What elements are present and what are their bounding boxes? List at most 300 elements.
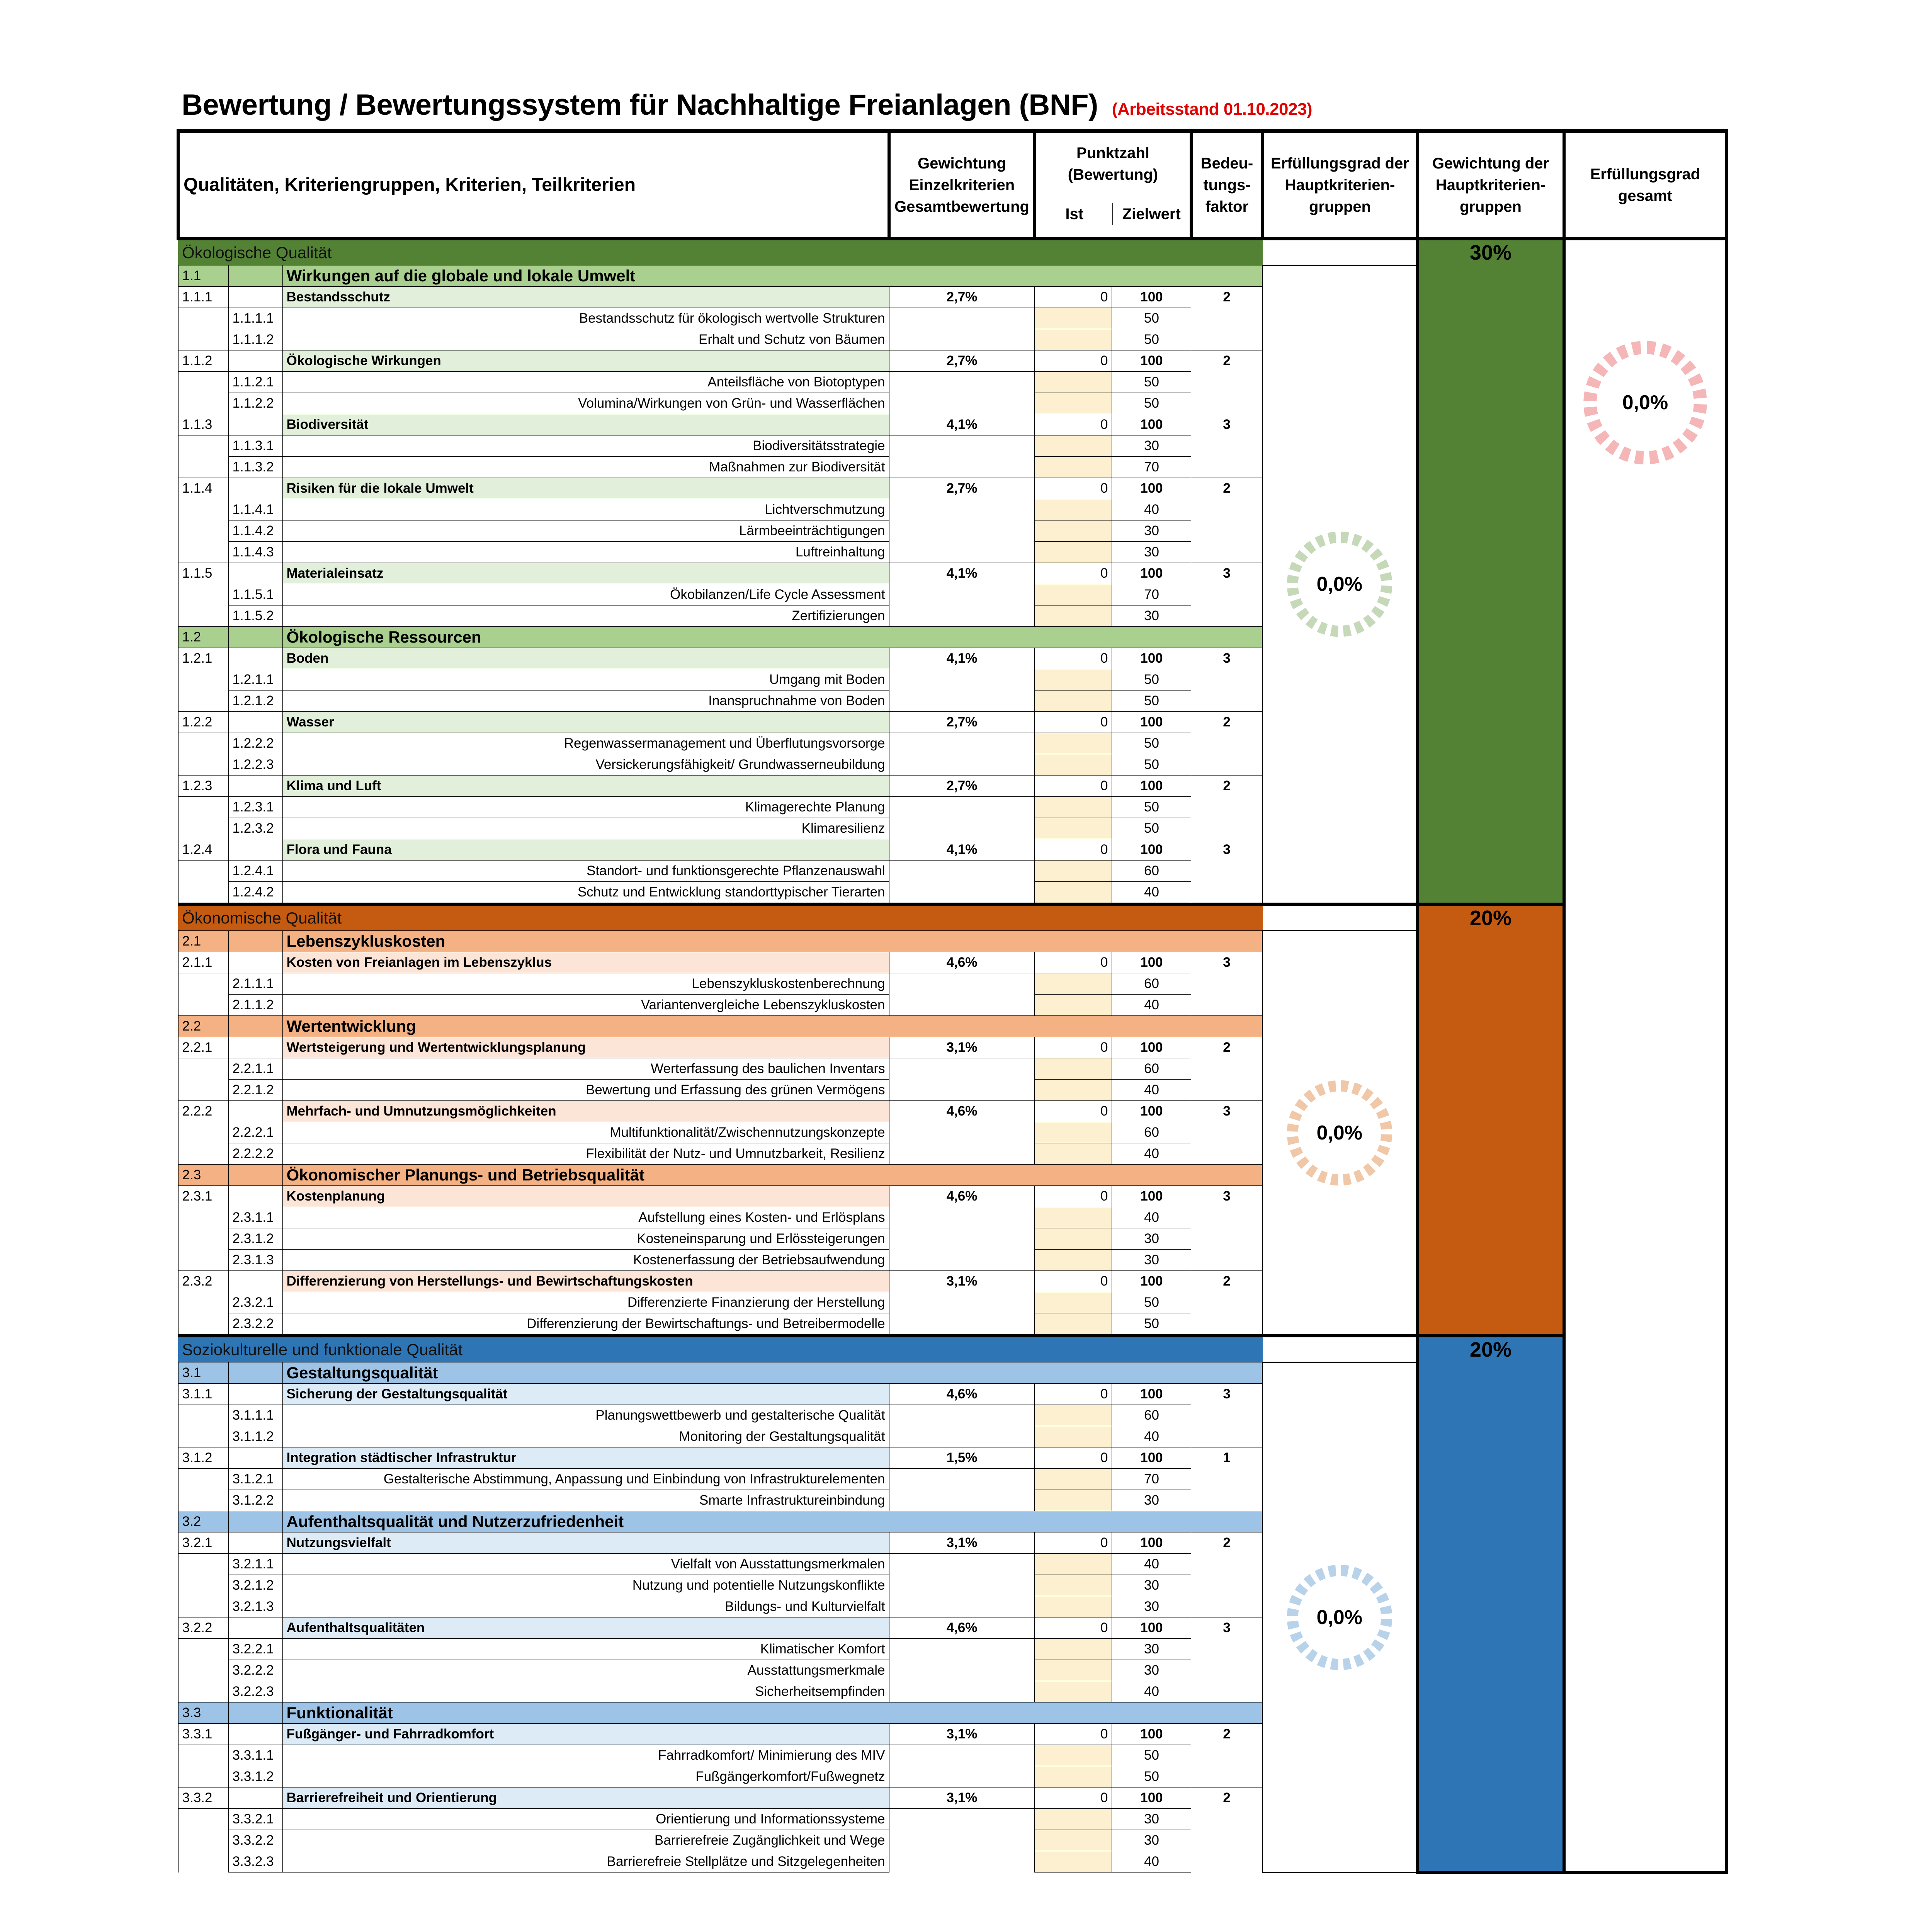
subcriterion-ist-input[interactable]	[1035, 605, 1112, 627]
criterion-number: 1.1.3	[178, 414, 228, 435]
criterion-number: 2.1.1	[178, 952, 228, 973]
criterion-number: 1.2.2	[178, 712, 228, 733]
criterion-number: 3.2.1	[178, 1532, 228, 1554]
group-number: 3.3	[178, 1702, 228, 1724]
subcriterion-ziel: 40	[1112, 995, 1191, 1016]
subcriterion-ist-input[interactable]	[1035, 1554, 1112, 1575]
criterion-ziel: 100	[1112, 1724, 1191, 1745]
subcriterion-name: Erhalt und Schutz von Bäumen	[282, 329, 889, 350]
subcriterion-name: Orientierung und Informationssysteme	[282, 1809, 889, 1830]
subcriterion-ziel: 30	[1112, 605, 1191, 627]
subcriterion-name: Anteilsfläche von Biotoptypen	[282, 372, 889, 393]
subcriterion-name: Aufstellung eines Kosten- und Erlösplans	[282, 1207, 889, 1228]
subcriterion-ist-input[interactable]	[1035, 308, 1112, 329]
subcriterion-number: 3.2.1.2	[228, 1575, 282, 1596]
subcriterion-ziel: 40	[1112, 499, 1191, 520]
criterion-number: 3.3.1	[178, 1724, 228, 1745]
subcriterion-number: 2.3.1.2	[228, 1228, 282, 1250]
subcriterion-name: Differenzierung der Bewirtschaftungs- und Betreibermodelle	[282, 1313, 889, 1336]
criterion-factor: 2	[1191, 1787, 1263, 1809]
section-weight: 20%	[1469, 906, 1512, 930]
criterion-ist: 0	[1035, 1271, 1112, 1292]
subcriterion-name: Schutz und Entwicklung standorttypischer Tierarten	[282, 882, 889, 905]
criterion-factor: 3	[1191, 952, 1263, 973]
subcriterion-ist-input[interactable]	[1035, 584, 1112, 605]
subcriterion-name: Vielfalt von Ausstattungsmerkmalen	[282, 1554, 889, 1575]
subcriterion-ist-input[interactable]	[1035, 861, 1112, 882]
subcriterion-ziel: 50	[1112, 1745, 1191, 1766]
criterion-name: Mehrfach- und Umnutzungsmöglichkeiten	[282, 1101, 889, 1122]
subcriterion-number: 1.1.2.1	[228, 372, 282, 393]
criterion-ist: 0	[1035, 1037, 1112, 1058]
subcriterion-ist-input[interactable]	[1035, 690, 1112, 712]
criterion-factor: 2	[1191, 1532, 1263, 1554]
criterion-ist: 0	[1035, 287, 1112, 308]
criterion-factor: 2	[1191, 712, 1263, 733]
subcriterion-ist-input[interactable]	[1035, 1426, 1112, 1447]
criterion-weight: 3,1%	[889, 1787, 1035, 1809]
subcriterion-ist-input[interactable]	[1035, 1851, 1112, 1872]
header-points	[1035, 131, 1191, 239]
subcriterion-number: 1.2.2.2	[228, 733, 282, 754]
subcriterion-ist-input[interactable]	[1035, 1830, 1112, 1851]
subcriterion-number: 1.2.1.2	[228, 690, 282, 712]
subcriterion-name: Inanspruchnahme von Boden	[282, 690, 889, 712]
header-qualities: Qualitäten, Kriteriengruppen, Kriterien, Teilkriterien	[178, 131, 889, 239]
group-name: Lebenszykluskosten	[282, 931, 1263, 952]
fulfillment-ring	[1284, 1077, 1396, 1189]
criterion-number: 2.2.2	[178, 1101, 228, 1122]
criterion-factor: 3	[1191, 1384, 1263, 1405]
subcriterion-number: 2.1.1.1	[228, 973, 282, 995]
group-number: 2.1	[178, 931, 228, 952]
criterion-name: Aufenthaltsqualitäten	[282, 1617, 889, 1639]
subcriterion-number: 1.2.1.1	[228, 669, 282, 690]
criterion-factor: 2	[1191, 350, 1263, 372]
subcriterion-ist-input[interactable]	[1035, 1250, 1112, 1271]
subcriterion-ziel: 60	[1112, 1058, 1191, 1080]
criterion-ziel: 100	[1112, 1101, 1191, 1122]
subcriterion-name: Gestalterische Abstimmung, Anpassung und Einbindung von Infrastrukturelementen	[282, 1469, 889, 1490]
criterion-factor: 3	[1191, 563, 1263, 584]
subcriterion-number: 2.2.2.2	[228, 1143, 282, 1165]
criterion-ziel: 100	[1112, 648, 1191, 669]
group-number: 1.2	[178, 627, 228, 648]
subcriterion-name: Differenzierte Finanzierung der Herstellung	[282, 1292, 889, 1313]
criterion-number: 1.2.4	[178, 839, 228, 861]
criterion-ist: 0	[1035, 839, 1112, 861]
criterion-ziel: 100	[1112, 1532, 1191, 1554]
criterion-ziel: 100	[1112, 1271, 1191, 1292]
subcriterion-number: 3.1.1.1	[228, 1405, 282, 1426]
subcriterion-name: Nutzung und potentielle Nutzungskonflikte	[282, 1575, 889, 1596]
criterion-number: 1.1.5	[178, 563, 228, 584]
section-row	[178, 1336, 1726, 1362]
criterion-ist: 0	[1035, 350, 1112, 372]
section-fulfillment-cell	[1263, 1362, 1417, 1872]
subcriterion-number: 1.1.4.3	[228, 542, 282, 563]
subcriterion-ziel: 30	[1112, 1228, 1191, 1250]
group-name: Aufenthaltsqualität und Nutzerzufriedenheit	[282, 1511, 1263, 1532]
subcriterion-ist-input[interactable]	[1035, 1596, 1112, 1617]
subcriterion-name: Ausstattungsmerkmale	[282, 1660, 889, 1681]
subcriterion-ziel: 40	[1112, 1143, 1191, 1165]
subcriterion-number: 3.3.2.2	[228, 1830, 282, 1851]
criterion-factor: 3	[1191, 839, 1263, 861]
subcriterion-number: 3.2.1.3	[228, 1596, 282, 1617]
total-fulfillment-cell	[1564, 239, 1726, 1872]
subcriterion-ziel: 30	[1112, 1809, 1191, 1830]
subcriterion-ist-input[interactable]	[1035, 1122, 1112, 1143]
criterion-weight: 3,1%	[889, 1271, 1035, 1292]
group-number: 2.3	[178, 1165, 228, 1186]
section-fulfillment-value: 0,0%	[1316, 1606, 1362, 1629]
criterion-factor: 2	[1191, 478, 1263, 499]
criterion-weight: 4,1%	[889, 414, 1035, 435]
subcriterion-ziel: 50	[1112, 690, 1191, 712]
section-fulfillment-cell	[1263, 931, 1417, 1336]
criterion-weight: 1,5%	[889, 1447, 1035, 1469]
evaluation-table	[177, 129, 1728, 1874]
subcriterion-ist-input[interactable]	[1035, 499, 1112, 520]
criterion-number: 2.2.1	[178, 1037, 228, 1058]
section-weight: 30%	[1469, 241, 1512, 264]
criterion-name: Wertsteigerung und Wertentwicklungsplanung	[282, 1037, 889, 1058]
group-name: Ökonomischer Planungs- und Betriebsqualität	[282, 1165, 1263, 1186]
subcriterion-number: 3.2.2.3	[228, 1681, 282, 1702]
criterion-ziel: 100	[1112, 952, 1191, 973]
criterion-weight: 3,1%	[889, 1532, 1035, 1554]
subcriterion-number: 3.1.2.1	[228, 1469, 282, 1490]
group-name: Gestaltungsqualität	[282, 1362, 1263, 1384]
criterion-factor: 2	[1191, 287, 1263, 308]
fulfillment-ring	[1284, 528, 1396, 640]
subcriterion-ist-input[interactable]	[1035, 1058, 1112, 1080]
criterion-number: 2.3.1	[178, 1186, 228, 1207]
group-name: Wertentwicklung	[282, 1016, 1263, 1037]
subcriterion-ist-input[interactable]	[1035, 1292, 1112, 1313]
subcriterion-ist-input[interactable]	[1035, 372, 1112, 393]
criterion-name: Sicherung der Gestaltungsqualität	[282, 1384, 889, 1405]
subcriterion-ziel: 30	[1112, 435, 1191, 457]
section-fulfillment-cell	[1263, 265, 1417, 905]
criterion-ist: 0	[1035, 414, 1112, 435]
criterion-factor: 3	[1191, 1186, 1263, 1207]
subcriterion-number: 2.3.2.1	[228, 1292, 282, 1313]
total-fulfillment-value: 0,0%	[1622, 391, 1668, 414]
subcriterion-name: Umgang mit Boden	[282, 669, 889, 690]
criterion-ziel: 100	[1112, 563, 1191, 584]
subcriterion-ziel: 30	[1112, 1575, 1191, 1596]
subcriterion-name: Klimatischer Komfort	[282, 1639, 889, 1660]
subcriterion-number: 3.3.2.1	[228, 1809, 282, 1830]
criterion-ist: 0	[1035, 1447, 1112, 1469]
subcriterion-name: Barrierefreie Zugänglichkeit und Wege	[282, 1830, 889, 1851]
header-ziel: Zielwert	[1112, 203, 1190, 225]
subcriterion-ist-input[interactable]	[1035, 1575, 1112, 1596]
criterion-factor: 3	[1191, 648, 1263, 669]
subcriterion-ist-input[interactable]	[1035, 393, 1112, 414]
subcriterion-name: Multifunktionalität/Zwischennutzungskonzepte	[282, 1122, 889, 1143]
group-name: Funktionalität	[282, 1702, 1263, 1724]
subcriterion-name: Versickerungsfähigkeit/ Grundwasserneubildung	[282, 754, 889, 776]
criterion-ist: 0	[1035, 1384, 1112, 1405]
subcriterion-ist-input[interactable]	[1035, 882, 1112, 905]
subcriterion-ziel: 40	[1112, 882, 1191, 905]
subcriterion-number: 3.3.1.2	[228, 1766, 282, 1787]
subcriterion-ziel: 50	[1112, 669, 1191, 690]
section-weight: 20%	[1469, 1338, 1512, 1361]
subcriterion-ziel: 30	[1112, 1490, 1191, 1511]
section-title: Ökologische Qualität	[178, 239, 1263, 265]
group-name: Wirkungen auf die globale und lokale Umwelt	[282, 265, 1263, 287]
criterion-name: Barrierefreiheit und Orientierung	[282, 1787, 889, 1809]
subcriterion-ist-input[interactable]	[1035, 1080, 1112, 1101]
subcriterion-ist-input[interactable]	[1035, 1228, 1112, 1250]
subcriterion-ist-input[interactable]	[1035, 1660, 1112, 1681]
subcriterion-name: Bewertung und Erfassung des grünen Vermögens	[282, 1080, 889, 1101]
criterion-name: Fußgänger- und Fahrradkomfort	[282, 1724, 889, 1745]
subcriterion-ziel: 50	[1112, 733, 1191, 754]
subcriterion-name: Regenwassermanagement und Überflutungsvorsorge	[282, 733, 889, 754]
subcriterion-ziel: 30	[1112, 1250, 1191, 1271]
section-title: Soziokulturelle und funktionale Qualität	[178, 1336, 1263, 1362]
header-ist: Ist	[1065, 206, 1084, 223]
subcriterion-number: 1.1.5.1	[228, 584, 282, 605]
section-fulfillment-value: 0,0%	[1316, 573, 1362, 595]
subcriterion-ist-input[interactable]	[1035, 1639, 1112, 1660]
criterion-ziel: 100	[1112, 1447, 1191, 1469]
subcriterion-number: 2.3.1.3	[228, 1250, 282, 1271]
criterion-ist: 0	[1035, 1101, 1112, 1122]
subcriterion-ist-input[interactable]	[1035, 457, 1112, 478]
criterion-number: 1.2.3	[178, 776, 228, 797]
subcriterion-name: Barrierefreie Stellplätze und Sitzgelegenheiten	[282, 1851, 889, 1872]
section-weight-cell	[1417, 1336, 1564, 1872]
criterion-number: 3.1.2	[178, 1447, 228, 1469]
subcriterion-ist-input[interactable]	[1035, 669, 1112, 690]
subcriterion-ziel: 30	[1112, 1830, 1191, 1851]
criterion-ist: 0	[1035, 1787, 1112, 1809]
criterion-ziel: 100	[1112, 350, 1191, 372]
subcriterion-name: Biodiversitätsstrategie	[282, 435, 889, 457]
subcriterion-ziel: 50	[1112, 818, 1191, 839]
criterion-number: 3.3.2	[178, 1787, 228, 1809]
section-row	[178, 904, 1726, 931]
criterion-name: Differenzierung von Herstellungs- und Bewirtschaftungskosten	[282, 1271, 889, 1292]
group-number: 3.1	[178, 1362, 228, 1384]
subcriterion-number: 2.2.2.1	[228, 1122, 282, 1143]
subcriterion-name: Zertifizierungen	[282, 605, 889, 627]
criterion-name: Boden	[282, 648, 889, 669]
criterion-weight: 2,7%	[889, 712, 1035, 733]
table-header-row	[178, 131, 1726, 239]
subcriterion-ziel: 50	[1112, 393, 1191, 414]
subcriterion-ist-input[interactable]	[1035, 1405, 1112, 1426]
subcriterion-ziel: 50	[1112, 1766, 1191, 1787]
subcriterion-name: Maßnahmen zur Biodiversität	[282, 457, 889, 478]
criterion-ist: 0	[1035, 776, 1112, 797]
subcriterion-number: 2.3.1.1	[228, 1207, 282, 1228]
criterion-ziel: 100	[1112, 776, 1191, 797]
subcriterion-name: Planungswettbewerb und gestalterische Qualität	[282, 1405, 889, 1426]
section-row	[178, 239, 1726, 265]
subcriterion-ist-input[interactable]	[1035, 520, 1112, 542]
criterion-ist: 0	[1035, 648, 1112, 669]
criterion-factor: 3	[1191, 1101, 1263, 1122]
subcriterion-ist-input[interactable]	[1035, 797, 1112, 818]
section-weight-cell	[1417, 904, 1564, 1336]
criterion-weight: 4,1%	[889, 648, 1035, 669]
subcriterion-number: 1.2.3.1	[228, 797, 282, 818]
criterion-ziel: 100	[1112, 1617, 1191, 1639]
subcriterion-number: 1.2.2.3	[228, 754, 282, 776]
subcriterion-ist-input[interactable]	[1035, 995, 1112, 1016]
criterion-number: 1.2.1	[178, 648, 228, 669]
criterion-factor: 2	[1191, 776, 1263, 797]
criterion-ziel: 100	[1112, 1186, 1191, 1207]
subcriterion-ziel: 60	[1112, 1122, 1191, 1143]
subcriterion-ist-input[interactable]	[1035, 818, 1112, 839]
group-name: Ökologische Ressourcen	[282, 627, 1263, 648]
criterion-weight: 4,6%	[889, 1101, 1035, 1122]
criterion-name: Risiken für die lokale Umwelt	[282, 478, 889, 499]
criterion-name: Integration städtischer Infrastruktur	[282, 1447, 889, 1469]
subcriterion-name: Lebenszykluskostenberechnung	[282, 973, 889, 995]
criterion-name: Kosten von Freianlagen im Lebenszyklus	[282, 952, 889, 973]
criterion-weight: 4,6%	[889, 952, 1035, 973]
criterion-number: 3.2.2	[178, 1617, 228, 1639]
criterion-weight: 4,1%	[889, 839, 1035, 861]
subcriterion-name: Sicherheitsempfinden	[282, 1681, 889, 1702]
subcriterion-name: Smarte Infrastruktureinbindung	[282, 1490, 889, 1511]
criterion-name: Kostenplanung	[282, 1186, 889, 1207]
criterion-factor: 1	[1191, 1447, 1263, 1469]
subcriterion-ist-input[interactable]	[1035, 329, 1112, 350]
group-number: 2.2	[178, 1016, 228, 1037]
subcriterion-number: 2.3.2.2	[228, 1313, 282, 1336]
subcriterion-number: 1.1.2.2	[228, 393, 282, 414]
subcriterion-ziel: 40	[1112, 1681, 1191, 1702]
criterion-ziel: 100	[1112, 478, 1191, 499]
subcriterion-ist-input[interactable]	[1035, 754, 1112, 776]
subcriterion-ist-input[interactable]	[1035, 1313, 1112, 1336]
header-weight-main: Gewichtung der Hauptkriterien-gruppen	[1417, 131, 1564, 239]
subcriterion-ist-input[interactable]	[1035, 1469, 1112, 1490]
group-number: 1.1	[178, 265, 228, 287]
subcriterion-ist-input[interactable]	[1035, 1207, 1112, 1228]
criterion-number: 1.1.2	[178, 350, 228, 372]
criterion-ist: 0	[1035, 1724, 1112, 1745]
subcriterion-ziel: 70	[1112, 1469, 1191, 1490]
document-title: Bewertung / Bewertungssystem für Nachhaltige Freianlagen (BNF) (Arbeitsstand 01.10.2023)	[182, 88, 1313, 121]
criterion-weight: 3,1%	[889, 1724, 1035, 1745]
header-points-title: Punktzahl (Bewertung)	[1068, 145, 1158, 183]
subcriterion-ist-input[interactable]	[1035, 1745, 1112, 1766]
criterion-number: 1.1.1	[178, 287, 228, 308]
subcriterion-name: Klimaresilienz	[282, 818, 889, 839]
criterion-number: 2.3.2	[178, 1271, 228, 1292]
criterion-name: Klima und Luft	[282, 776, 889, 797]
subcriterion-name: Variantenvergleiche Lebenszykluskosten	[282, 995, 889, 1016]
subcriterion-ist-input[interactable]	[1035, 1143, 1112, 1165]
subcriterion-name: Fahrradkomfort/ Minimierung des MIV	[282, 1745, 889, 1766]
subcriterion-ziel: 30	[1112, 1660, 1191, 1681]
criterion-factor: 2	[1191, 1724, 1263, 1745]
criterion-ziel: 100	[1112, 287, 1191, 308]
criterion-number: 3.1.1	[178, 1384, 228, 1405]
subcriterion-number: 3.1.2.2	[228, 1490, 282, 1511]
subcriterion-number: 3.3.1.1	[228, 1745, 282, 1766]
subcriterion-ziel: 50	[1112, 1292, 1191, 1313]
subcriterion-number: 3.2.2.2	[228, 1660, 282, 1681]
subcriterion-ziel: 50	[1112, 372, 1191, 393]
criterion-ist: 0	[1035, 1532, 1112, 1554]
criterion-ziel: 100	[1112, 1037, 1191, 1058]
subcriterion-number: 2.2.1.2	[228, 1080, 282, 1101]
subcriterion-name: Luftreinhaltung	[282, 542, 889, 563]
subcriterion-ist-input[interactable]	[1035, 1766, 1112, 1787]
subcriterion-ist-input[interactable]	[1035, 1681, 1112, 1702]
subcriterion-ist-input[interactable]	[1035, 1490, 1112, 1511]
subcriterion-ziel: 50	[1112, 308, 1191, 329]
header-fulfillment-total: Erfüllungsgrad gesamt	[1564, 131, 1726, 239]
subcriterion-name: Klimagerechte Planung	[282, 797, 889, 818]
subcriterion-name: Bestandsschutz für ökologisch wertvolle Strukturen	[282, 308, 889, 329]
subcriterion-ist-input[interactable]	[1035, 1809, 1112, 1830]
subcriterion-number: 1.2.4.2	[228, 882, 282, 905]
work-status: (Arbeitsstand 01.10.2023)	[1112, 100, 1313, 119]
criterion-factor: 2	[1191, 1271, 1263, 1292]
criterion-number: 1.1.4	[178, 478, 228, 499]
subcriterion-number: 1.1.3.2	[228, 457, 282, 478]
subcriterion-ist-input[interactable]	[1035, 973, 1112, 995]
subcriterion-ziel: 40	[1112, 1080, 1191, 1101]
subcriterion-ziel: 30	[1112, 542, 1191, 563]
subcriterion-name: Ökobilanzen/Life Cycle Assessment	[282, 584, 889, 605]
header-fulfillment-main: Erfüllungsgrad der Hauptkriterien-gruppen	[1263, 131, 1417, 239]
criterion-factor: 3	[1191, 414, 1263, 435]
criterion-name: Flora und Fauna	[282, 839, 889, 861]
subcriterion-number: 1.1.4.1	[228, 499, 282, 520]
criterion-ist: 0	[1035, 1617, 1112, 1639]
subcriterion-ist-input[interactable]	[1035, 542, 1112, 563]
subcriterion-name: Volumina/Wirkungen von Grün- und Wasserflächen	[282, 393, 889, 414]
criterion-ist: 0	[1035, 1186, 1112, 1207]
criterion-weight: 4,1%	[889, 563, 1035, 584]
subcriterion-name: Kostenerfassung der Betriebsaufwendung	[282, 1250, 889, 1271]
criterion-weight: 4,6%	[889, 1384, 1035, 1405]
subcriterion-name: Lärmbeeinträchtigungen	[282, 520, 889, 542]
criterion-weight: 4,6%	[889, 1186, 1035, 1207]
subcriterion-ziel: 30	[1112, 1596, 1191, 1617]
criterion-ziel: 100	[1112, 712, 1191, 733]
subcriterion-name: Flexibilität der Nutz- und Umnutzbarkeit, Resilienz	[282, 1143, 889, 1165]
criterion-ziel: 100	[1112, 839, 1191, 861]
criterion-ist: 0	[1035, 478, 1112, 499]
subcriterion-ist-input[interactable]	[1035, 733, 1112, 754]
criterion-weight: 2,7%	[889, 350, 1035, 372]
criterion-name: Ökologische Wirkungen	[282, 350, 889, 372]
subcriterion-name: Kosteneinsparung und Erlössteigerungen	[282, 1228, 889, 1250]
criterion-weight: 2,7%	[889, 478, 1035, 499]
criterion-name: Nutzungsvielfalt	[282, 1532, 889, 1554]
subcriterion-ziel: 40	[1112, 1207, 1191, 1228]
subcriterion-number: 3.3.2.3	[228, 1851, 282, 1872]
subcriterion-ist-input[interactable]	[1035, 435, 1112, 457]
subcriterion-ziel: 40	[1112, 1426, 1191, 1447]
subcriterion-number: 1.2.3.2	[228, 818, 282, 839]
